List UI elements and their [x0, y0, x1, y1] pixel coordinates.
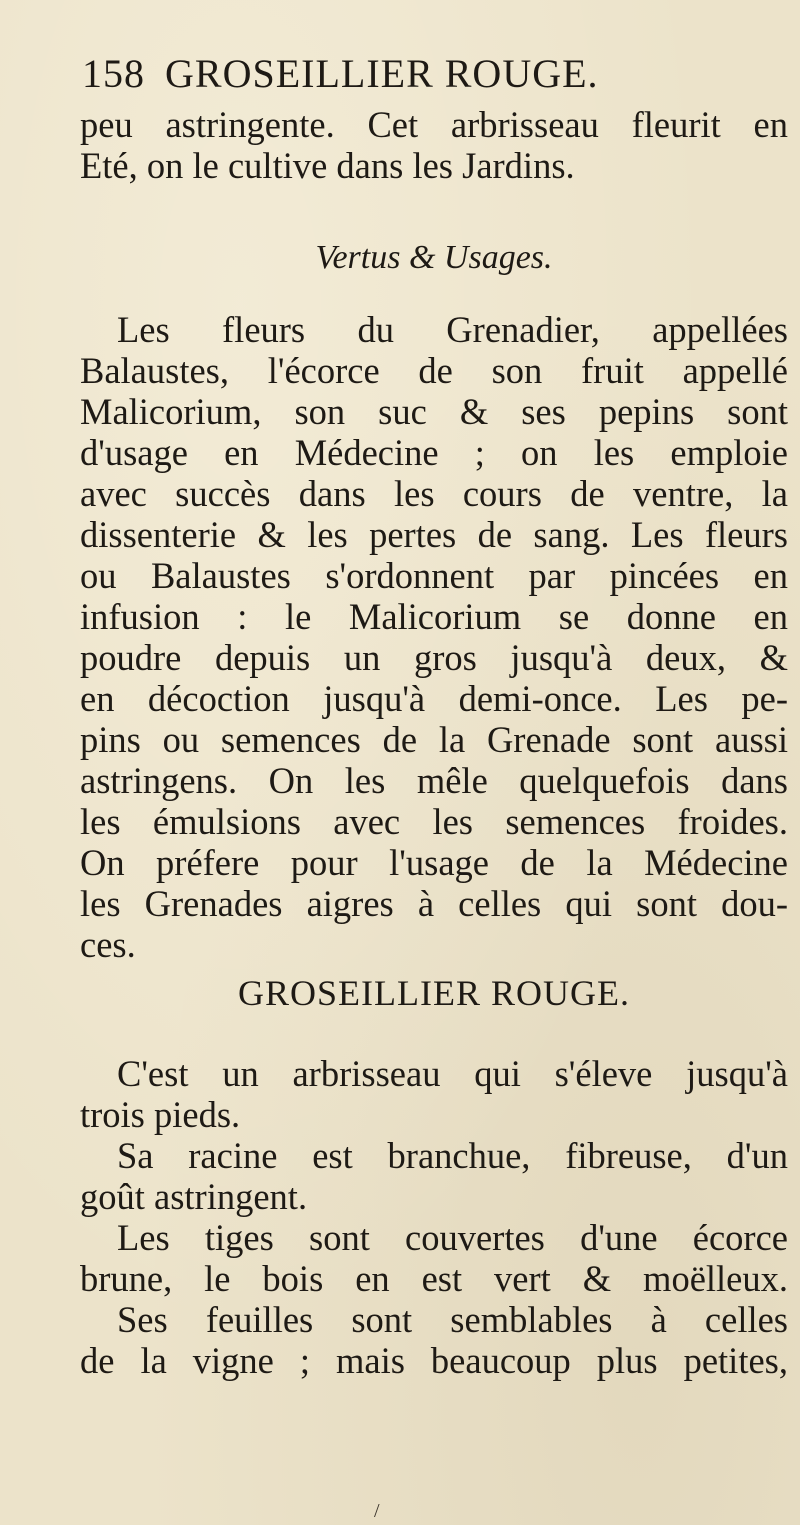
text-line: goût astringent. — [80, 1176, 308, 1217]
text-line: Les fleurs du Grenadier, appellées — [117, 309, 788, 350]
section-title: GROSEILLIER ROUGE. — [238, 973, 630, 1013]
page-number: 158 — [82, 51, 145, 96]
text-line: les Grenades aigres à celles qui sont dou- — [80, 883, 788, 924]
text-line: les émulsions avec les semences froides. — [80, 801, 788, 842]
text-line: infusion : le Malicorium se donne en — [80, 596, 788, 637]
text-line: pins ou semences de la Grenade sont aussi — [80, 719, 788, 760]
text-line: d'usage en Médecine ; on les emploie — [80, 432, 788, 473]
text-line: Sa racine est branchue, fibreuse, d'un — [117, 1135, 788, 1176]
footer-mark: / — [374, 1500, 380, 1522]
text-line: brune, le bois en est vert & moëlleux. — [80, 1258, 788, 1299]
text-line: C'est un arbrisseau qui s'éleve jusqu'à — [117, 1053, 788, 1094]
text-line: astringens. On les mêle quelquefois dans — [80, 760, 788, 801]
text-line: dissenterie & les pertes de sang. Les fleurs — [80, 514, 788, 555]
running-header — [82, 51, 599, 96]
text-line: Eté, on le cultive dans les Jardins. — [80, 145, 575, 186]
text-line: ces. — [80, 924, 136, 965]
text-line: avec succès dans les cours de ventre, la — [80, 473, 788, 514]
text-line: Ses feuilles sont semblables à celles — [117, 1299, 788, 1340]
subheading: Vertus & Usages. — [315, 239, 553, 276]
text-line: peu astringente. Cet arbrisseau fleurit en — [80, 104, 788, 145]
text-line: Malicorium, son suc & ses pepins sont — [80, 391, 788, 432]
text-line: ou Balaustes s'ordonnent par pincées en — [80, 555, 788, 596]
running-title: GROSEILLIER ROUGE. — [165, 51, 599, 96]
text-line: trois pieds. — [80, 1094, 241, 1135]
text-line: en décoction jusqu'à demi-once. Les pe- — [80, 678, 788, 719]
text-line: poudre depuis un gros jusqu'à deux, & — [80, 637, 788, 678]
text-line: Balaustes, l'écorce de son fruit appellé — [80, 350, 788, 391]
text-line: On préfere pour l'usage de la Médecine — [80, 842, 788, 883]
text-line: de la vigne ; mais beaucoup plus petites, — [80, 1340, 788, 1381]
text-line: Les tiges sont couvertes d'une écorce — [117, 1217, 788, 1258]
